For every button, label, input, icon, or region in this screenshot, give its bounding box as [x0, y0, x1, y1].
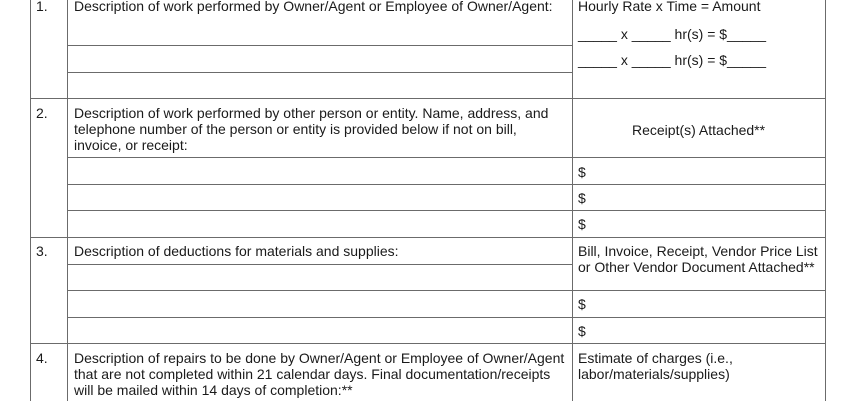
section-2-number: 2. — [36, 105, 48, 121]
table-left-border — [30, 0, 31, 401]
section-separator-1-2 — [30, 98, 826, 99]
section-1-description-field-2[interactable] — [68, 47, 571, 71]
section-4-number: 4. — [36, 350, 48, 366]
section-2-receipts-header: Receipt(s) Attached** — [632, 122, 766, 138]
section-2-amount-field-3[interactable] — [590, 212, 824, 236]
section-separator-3-4 — [30, 343, 826, 344]
section-3-description-field-3[interactable] — [68, 319, 571, 343]
section-1-description-field-1[interactable] — [68, 20, 571, 44]
amount-column-divider — [572, 0, 573, 401]
section-2-amount-3: $ — [578, 216, 586, 232]
section-2-amount-field-2[interactable] — [590, 186, 824, 210]
section-2-description-field-1[interactable] — [68, 159, 571, 183]
section-4-description: Description of repairs to be done by Owner/Agent or Employee of Owner/Agent that are not completed within 21 calendar days. Final documentation/receipts will be mailed within 14 days of completion:** — [74, 350, 565, 398]
section-3-description-field-2[interactable] — [68, 292, 571, 316]
section-2-amount-2: $ — [578, 190, 586, 206]
section-3-amount-2: $ — [578, 323, 586, 339]
section-2-amount-1: $ — [578, 164, 586, 180]
section-3-line-1 — [67, 264, 572, 265]
section-1-rate-line-2: _____ x _____ hr(s) = $_____ — [578, 52, 766, 68]
section-1-line-1 — [67, 45, 572, 46]
section-2-line-3 — [67, 210, 826, 211]
section-3-amount-1: $ — [578, 296, 586, 312]
section-2-line-2 — [67, 184, 826, 185]
section-2-description-field-3[interactable] — [68, 212, 571, 236]
section-1-description: Description of work performed by Owner/Agent or Employee of Owner/Agent: — [74, 0, 553, 14]
section-3-amount-field-1[interactable] — [590, 292, 824, 316]
section-2-description: Description of work performed by other person or entity. Name, address, and telephone number of the person or entity is provided below if not on bill, invoice, or receipt: — [74, 105, 549, 153]
section-separator-2-3 — [30, 237, 826, 238]
section-1-hourly-header: Hourly Rate x Time = Amount — [578, 0, 761, 14]
section-3-amount-field-2[interactable] — [590, 319, 824, 343]
section-1-rate-line-1: _____ x _____ hr(s) = $_____ — [578, 26, 766, 42]
table-right-border — [825, 0, 826, 401]
section-3-description: Description of deductions for materials and supplies: — [74, 243, 399, 259]
section-3-number: 3. — [36, 243, 48, 259]
section-2-line-1 — [67, 157, 826, 158]
section-1-number: 1. — [36, 0, 48, 14]
section-3-vendor-doc-header: Bill, Invoice, Receipt, Vendor Price List or Other Vendor Document Attached** — [578, 243, 818, 275]
section-2-amount-field-1[interactable] — [590, 159, 824, 183]
section-1-line-2 — [67, 72, 572, 73]
section-4-estimate-header: Estimate of charges (i.e., labor/materials/supplies) — [578, 350, 733, 382]
section-3-line-2 — [67, 290, 826, 291]
section-1-description-field-3[interactable] — [68, 74, 571, 98]
section-2-description-field-2[interactable] — [68, 186, 571, 210]
section-3-line-3 — [67, 317, 826, 318]
section-3-description-field-1[interactable] — [68, 266, 571, 290]
